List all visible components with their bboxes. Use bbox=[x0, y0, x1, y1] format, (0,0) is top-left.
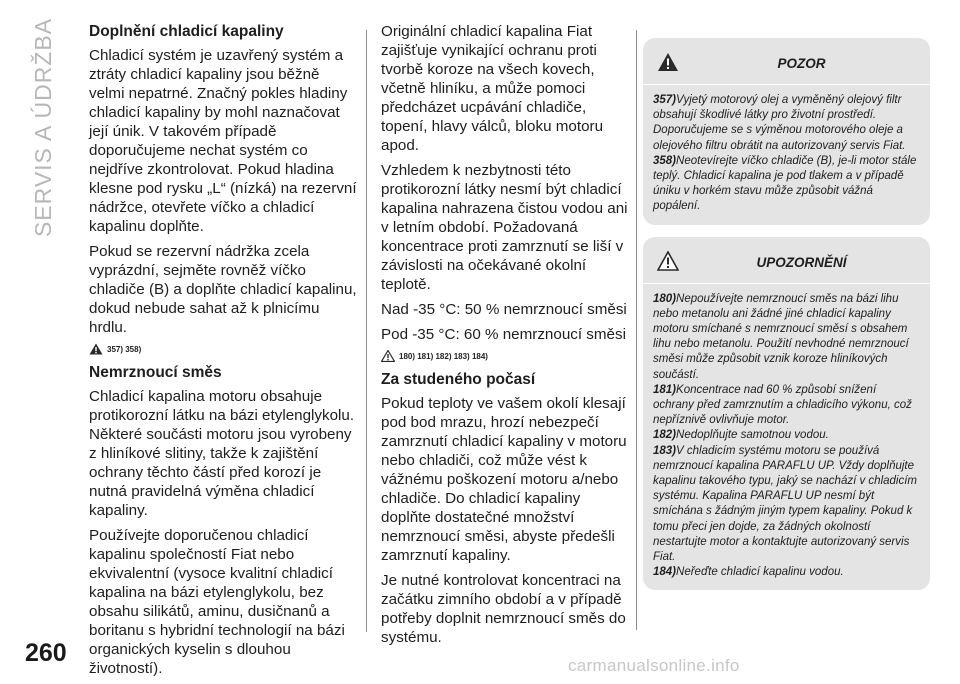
heading-cold-weather: Za studeného počasí bbox=[381, 371, 536, 388]
upozorneni-title: UPOZORNĚNÍ bbox=[756, 254, 847, 270]
note-number: 184) bbox=[653, 566, 677, 579]
note-number: 358) bbox=[653, 154, 677, 167]
pozor-header bbox=[653, 46, 920, 84]
paragraph: Je nutné kontrolovat koncentraci na začátku zimního období a v případě potřeby doplnit nemrznoucí směs do systému. bbox=[381, 572, 626, 646]
upozorneni-box bbox=[643, 237, 930, 591]
text-column-2 bbox=[381, 22, 628, 653]
paragraph: Chladicí systém je uzavřený systém a ztráty chladicí kapaliny jsou běžně velmi nepatrné. Značný pokles hladiny chladicí kapaliny by mohl naznačovat její únik. V takovém případě doporučujeme nechat systém co nejdříve zkontrolovat. Pokud hladina klesne pod rysku „L“ (nízká) na rezervní nádržce, otevřete víčko a chladicí kapalinu doplňte. bbox=[89, 47, 357, 235]
warning-icon bbox=[657, 52, 679, 72]
reference-numbers: 357) 358) bbox=[107, 344, 142, 354]
box-divider bbox=[643, 84, 930, 85]
note-item bbox=[653, 292, 920, 383]
pozor-title: POZOR bbox=[777, 56, 826, 71]
caution-icon bbox=[381, 350, 395, 362]
box-divider bbox=[643, 283, 930, 284]
upozorneni-header bbox=[653, 245, 920, 283]
note-number: 180) bbox=[653, 292, 677, 305]
note-text: Vyjetý motorový olej a vyměněný olejový filtr obsahují škodlivé látky pro životní prostředí. Doporučujeme se s výměnou motorového oleje a olejového filtru obrátit na autorizovaný servis Fiat. bbox=[653, 94, 906, 152]
paragraph: Používejte doporučenou chladicí kapalinu společností Fiat nebo ekvivalentní (vysoce kvalitní chladicí kapalina na bázi etylenglykolu, bez obsahu silikátů, aminu, dusičnanů a boritanu s hybridní technologií na bázi organických kyselin s dlouhou životností). bbox=[89, 527, 345, 677]
paragraph: Pod -35 °C: 60 % nemrznoucí směsi bbox=[381, 326, 626, 343]
section-side-title-text: SERVIS A ÚDRŽBA bbox=[30, 17, 57, 238]
note-text: Neotevírejte víčko chladiče (B), je-li motor stále teplý. Chladicí kapalina je pod tlakem a v případě úniku v horkém stavu může způsobit vážná popálení. bbox=[653, 154, 917, 213]
column-divider bbox=[636, 30, 637, 630]
note-text: V chladicím systému motoru se používá nemrznoucí kapalina PARAFLU UP. Vždy doplňujte kapalinu takového typu, jaký se nachází v chladicím systému. Kapalina PARAFLU UP nesmí být smíchána s žádným jiným typem kapaliny. Pokud k tomu přeci jen dojde, za žádných okolností nestartujte motor a kontaktujte autorizovaný servis Fiat. bbox=[653, 444, 918, 564]
caution-reference bbox=[381, 350, 628, 362]
paragraph: Pokud teploty ve vašem okolí klesají pod bod mrazu, hrozí nebezpečí zamrznutí chladicí kapaliny v motoru nebo chladiči, což může vést k vážnému poškození motoru a/nebo chladiče. Do chladicí kapaliny doplňte dostatečné množství nemrznoucí směsi, abyste předešli zamrznutí kapaliny. bbox=[381, 395, 627, 564]
paragraph: Pokud se rezervní nádržka zcela vyprázdní, sejměte rovněž víčko chladiče (B) a doplňte chladicí kapalinu, dokud nebude sahat až k plnicímu hrdlu. bbox=[89, 243, 357, 336]
section-side-title bbox=[12, 17, 76, 238]
note-item bbox=[653, 428, 920, 443]
note-text: Koncentrace nad 60 % způsobí snížení ochrany před zamrznutím a chladicího výkonu, což nepříznivě ovlivňuje motor. bbox=[653, 383, 912, 427]
note-item bbox=[653, 154, 920, 215]
note-number: 182) bbox=[653, 429, 677, 442]
note-text: Neřeďte chladicí kapalinu vodou. bbox=[676, 566, 844, 579]
warning-reference bbox=[89, 343, 359, 355]
note-item bbox=[653, 444, 920, 566]
reference-numbers: 180) 181) 182) 183) 184) bbox=[399, 351, 488, 361]
note-item bbox=[653, 565, 920, 580]
paragraph: Chladicí kapalina motoru obsahuje protikorozní látku na bázi etylenglykolu. Některé součásti motoru jsou vyrobeny z hliníkové slitiny, takže k zajištění ochrany těchto částí před korozí je nutná pravidelná výměna chladicí kapaliny. bbox=[89, 388, 355, 519]
caution-icon bbox=[657, 251, 679, 271]
note-text: Nepoužívejte nemrznoucí směs na bázi lihu nebo metanolu ani žádné jiné chladicí kapaliny motoru smíchané s nemrznoucí směsí s obsahem lihu nebo metanolu. Použití nevhodné nemrznoucí směsi může způsobit vznik koroze hliníkových součástí. bbox=[653, 292, 909, 381]
page-number: 260 bbox=[25, 639, 67, 667]
heading-antifreeze: Nemrznoucí směs bbox=[89, 364, 222, 381]
notes-column bbox=[643, 38, 930, 602]
paragraph: Vzhledem k nezbytnosti této protikorozní látky nesmí být chladicí kapalina nahrazena čistou vodou ani v letním období. Požadovaná koncentrace proti zamrznutí se liší v závislosti na očekávané okolní teplotě. bbox=[381, 162, 628, 293]
note-number: 181) bbox=[653, 383, 677, 396]
heading-coolant-refill: Doplnění chladicí kapaliny bbox=[89, 23, 284, 40]
pozor-box bbox=[643, 38, 930, 225]
note-item bbox=[653, 383, 920, 429]
column-divider bbox=[366, 30, 367, 632]
note-text: Nedoplňujte samotnou vodou. bbox=[676, 429, 829, 442]
note-number: 357) bbox=[653, 94, 677, 106]
text-column-1 bbox=[89, 22, 359, 684]
paragraph: Originální chladicí kapalina Fiat zajišťuje vynikající ochranu proti tvorbě koroze na všech kovech, včetně hliníku, a může pomoci předcházet ucpávání chladiče, topení, hlavy válců, bloku motoru apod. bbox=[381, 23, 604, 154]
watermark: carmanualsonline.info bbox=[568, 656, 740, 675]
paragraph: Nad -35 °C: 50 % nemrznoucí směsi bbox=[381, 301, 627, 318]
note-item bbox=[653, 93, 920, 154]
warning-icon bbox=[89, 343, 103, 355]
note-number: 183) bbox=[653, 444, 677, 457]
